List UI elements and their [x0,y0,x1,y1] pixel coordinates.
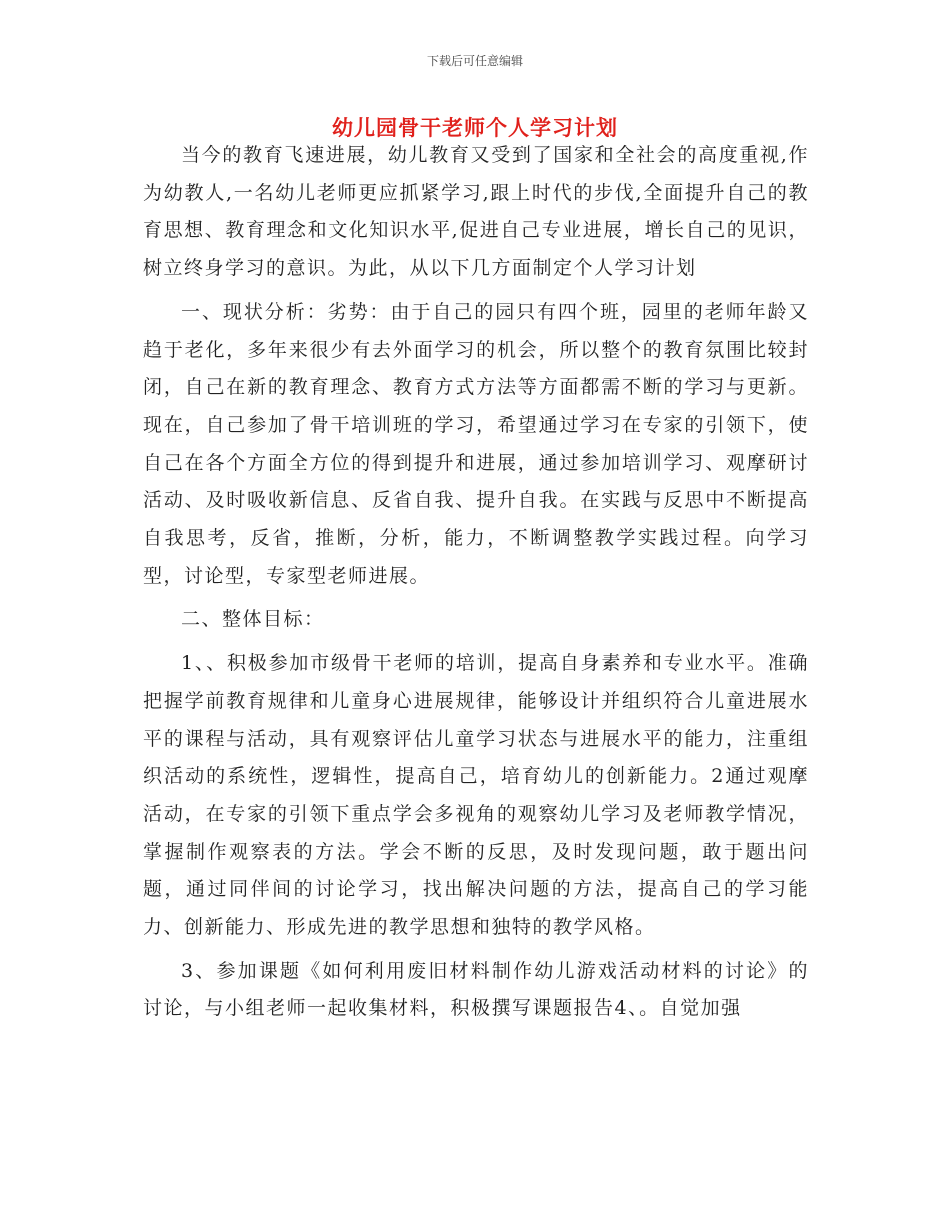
paragraph-overall-goals-heading: 二、整体目标： [181,608,325,631]
paragraph-intro: 当今的教育飞速进展，幼儿教育又受到了国家和全社会的高度重视,作为幼教人,一名幼儿老师更应抓紧学习,跟上时代的步伐,全面提升自己的教育思想、教育理念和文化知识水平,促进自己专业进展，增长自己的见识，树立终身学习的意识。为此，从以下几方面制定个人学习计划 [143,144,809,280]
document-body [143,137,809,1028]
document-title: 幼儿园骨干老师个人学习计划 [332,115,618,140]
page-header-note: 下载后可任意编辑 [426,54,523,68]
paragraph-goal-3: 3、参加课题《如何利用废旧材料制作幼儿游戏活动材料的讨论》的讨论，与小组老师一起收集材料，积极撰写课题报告4、。自觉加强 [143,959,809,1020]
paragraph-goal-1-2: 1、、积极参加市级骨干老师的培训，提高自身素养和专业水平。准确把握学前教育规律和儿童身心进展规律，能够设计并组织符合儿童进展水平的课程与活动，具有观察评估儿童学习状态与进展水平的能力，注重组织活动的系统性，逻辑性，提高自己，培育幼儿的创新能力。2通过观摩活动，在专家的引领下重点学会多视角的观察幼儿学习及老师教学情况，掌握制作观察表的方法。学会不断的反思，及时发现问题，敢于题出问题，通过同伴间的讨论学习，找出解决问题的方法，提高自己的学习能力、创新能力、形成先进的教学思想和独特的教学风格。 [143,652,809,939]
paragraph-situation-analysis: 一、现状分析：劣势：由于自己的园只有四个班，园里的老师年龄又趋于老化，多年来很少有去外面学习的机会，所以整个的教育氛围比较封闭，自己在新的教育理念、教育方式方法等方面都需不断的学习与更新。现在，自己参加了骨干培训班的学习，希望通过学习在专家的引领下，使自己在各个方面全方位的得到提升和进展，通过参加培训学习、观摩研讨活动、及时吸收新信息、反省自我、提升自我。在实践与反思中不断提高自我思考，反省，推断，分析，能力，不断调整教学实践过程。向学习型，讨论型，专家型老师进展。 [143,300,809,587]
